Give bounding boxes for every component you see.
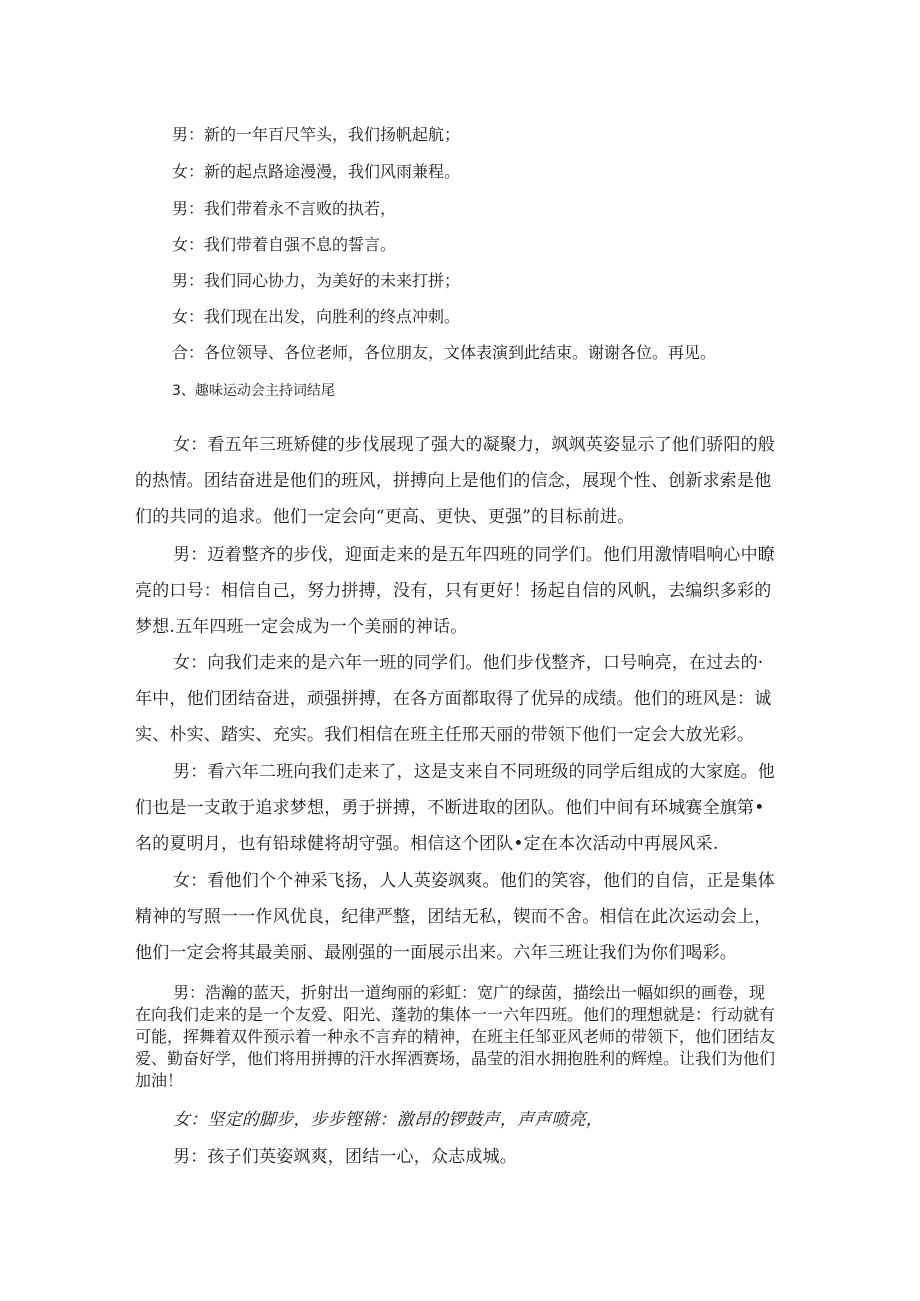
paragraph-2: 男：迈着整齐的步伐，迎面走来的是五年四班的同学们。他们用激情唱响心中瞭亮的口号：相信自己，努力拼搏，没有，只有更好！扬起自信的风帆，去编织多彩的梦想.五年四班一定会成为一个美丽的神话。 bbox=[135, 545, 775, 637]
paragraph-1: 女：看五年三班矫健的步伐展现了强大的凝聚力，飒飒英姿显示了他们骄阳的般的热情。团结奋进是他们的班风，拼搏向上是他们的信念，展现个性、创新求索是他们的共同的追求。他们一定会向“更高、更快、更强”的目标前进。 bbox=[135, 435, 775, 527]
paragraph-7: 女：坚定的脚步，步步铿锵：激昂的锣鼓声，声声喷亮， bbox=[173, 1110, 603, 1130]
paragraph-5: 女：看他们个个神采飞扬，人人英姿飒爽。他们的笑容，他们的自信，正是集体精神的写照一一作风优良，纪律严整，团结无私，锲而不舍。相信在此次运动会上，他们一定会将其最美丽、最刚强的一面展示出来。六年三班让我们为你们喝彩。 bbox=[135, 871, 775, 963]
closing-line-6: 女：我们现在出发，向胜利的终点冲刺。 bbox=[172, 307, 461, 326]
closing-line-2: 女：新的起点路途漫漫，我们风雨兼程。 bbox=[172, 162, 461, 181]
closing-line-1: 男：新的一年百尺竿头，我们扬帆起航； bbox=[172, 125, 461, 144]
closing-line-4: 女：我们带着自强不息的誓言。 bbox=[172, 235, 397, 254]
paragraph-3: 女：向我们走来的是六年一班的同学们。他们步伐整齐，口号响亮，在过去的·年中，他们团结奋进，顽强拼搏，在各方面都取得了优异的成绩。他们的班风是：诚实、朴实、踏实、充实。我们相信在班主任邢天丽的带领下他们一定会大放光彩。 bbox=[135, 653, 772, 745]
section-heading: 3、趣味运动会主持词结尾 bbox=[172, 383, 335, 399]
paragraph-4: 男：看六年二班向我们走来了，这是支来自不同班级的同学后组成的大家庭。他们也是一支敢于追求梦想，勇于拼搏，不断进取的团队。他们中间有环城赛全旗第•名的夏明月，也有铅球健将胡守强。相信这个团队•定在本次活动中再展风采. bbox=[135, 762, 775, 854]
paragraph-6: 男：浩瀚的蓝天，折射出一道绚丽的彩虹：宽广的绿茵，描绘出一幅如织的画卷，现在向我们走来的是一个友爱、阳光、蓬勃的集体一一六年四班。他们的理想就是：行动就有可能，挥舞着双件预示着一种永不言弃的精神，在班主任邹亚风老师的带领下，他们团结友爱、勤奋好学，他们将用拼搏的汗水挥洒赛场，晶莹的泪水拥抱胜利的辉煌。让我们为他们加油！ bbox=[135, 983, 776, 1090]
closing-line-5: 男：我们同心协力，为美好的未来打拼； bbox=[172, 271, 461, 290]
closing-line-3: 男：我们带着永不言败的执若， bbox=[172, 199, 397, 218]
closing-line-7: 合：各位领导、各位老师，各位朋友，文体表演到此结束。谢谢各位。再见。 bbox=[172, 343, 717, 362]
paragraph-8: 男：孩子们英姿飒爽，团结一心，众志成城。 bbox=[173, 1147, 517, 1167]
